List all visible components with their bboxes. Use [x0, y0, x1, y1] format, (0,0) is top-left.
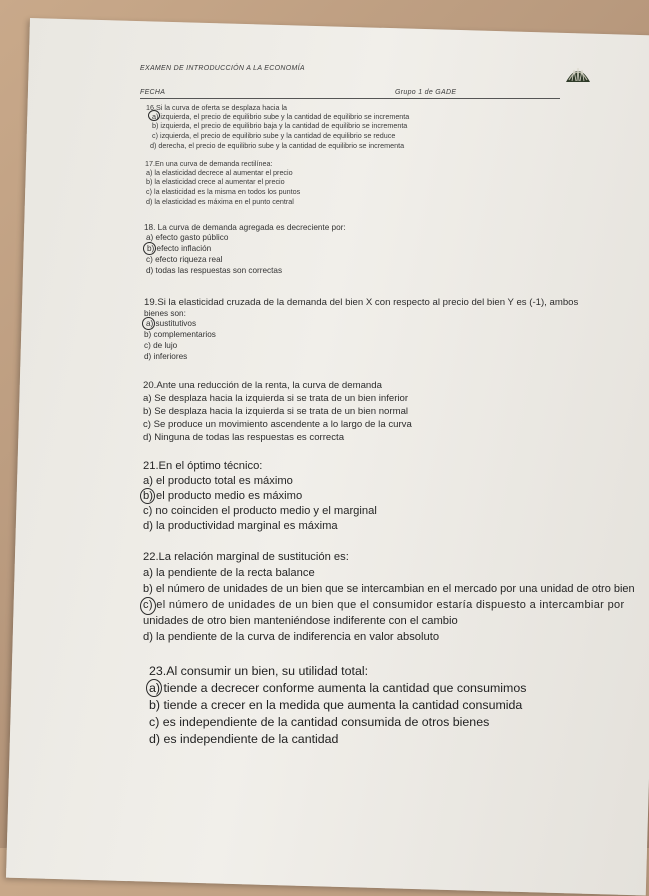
q18-answer-mark [143, 242, 156, 255]
q21-option-a: a) el producto total es máximo [143, 475, 293, 487]
q16-option-c: c) izquierda, el precio de equilibrio sube y la cantidad de equilibrio se reduce [152, 131, 396, 140]
q21-option-b: b) el producto medio es máximo [143, 490, 303, 502]
q22-option-c: c) el número de unidades de un bien que el consumidor estaría dispuesto a intercambiar por [143, 599, 625, 611]
q16-option-b: b) izquierda, el precio de equilibrio baja y la cantidad de equilibrio se incrementa [152, 121, 408, 130]
q23-option-d: d) es independiente de la cantidad [149, 732, 339, 746]
fecha-line [140, 98, 560, 99]
q17-option-a: a) la elasticidad decrece al aumentar el precio [146, 168, 293, 177]
q22-option-c-continued: unidades de otro bien manteniéndose indiferente con el cambio [143, 615, 458, 627]
q21-option-c: c) no coinciden el producto medio y el marginal [143, 505, 377, 517]
q22-option-d: d) la pendiente de la curva de indiferencia en valor absoluto [143, 631, 440, 643]
q17-option-b: b) la elasticidad crece al aumentar el precio [146, 177, 285, 186]
group-label: Grupo 1 de GADE [395, 89, 457, 96]
q16-option-a: a) izquierda, el precio de equilibrio sube y la cantidad de equilibrio se incrementa [152, 112, 410, 121]
q22-option-a: a) la pendiente de la recta balance [143, 567, 315, 579]
q18-option-b: b) efecto inflación [147, 244, 212, 253]
q23-option-b: b) tiende a crecer en la medida que aumenta la cantidad consumida [149, 698, 523, 712]
q19-option-d: d) inferiores [144, 352, 188, 361]
q18-option-a: a) efecto gasto público [146, 233, 229, 242]
q21-answer-mark [140, 488, 155, 504]
q16-answer-mark [148, 110, 160, 121]
q21-option-d: d) la productividad marginal es máxima [143, 520, 338, 532]
q19-option-a: a) sustitutivos [146, 319, 197, 328]
q23-option-a: a) tiende a decrecer conforme aumenta la cantidad que consumimos [149, 681, 527, 695]
q17-stem: 17.En una curva de demanda rectilínea: [145, 159, 273, 168]
university-seal-icon [563, 58, 593, 88]
q23-answer-mark [146, 679, 162, 697]
q19-option-c: c) de lujo [144, 341, 178, 350]
q18-option-d: d) todas las respuestas son correctas [146, 266, 283, 275]
q18-stem: 18. La curva de demanda agregada es decreciente por: [144, 223, 346, 232]
q20-option-a: a) Se desplaza hacia la izquierda si se trata de un bien inferior [143, 393, 409, 404]
q19-stem-continued: bienes son: [144, 309, 186, 318]
q18-option-c: c) efecto riqueza real [146, 255, 223, 264]
q17-option-c: c) la elasticidad es la misma en todos los puntos [146, 187, 301, 196]
q23-stem: 23.Al consumir un bien, su utilidad total: [149, 664, 369, 678]
q20-option-d: d) Ninguna de todas las respuestas es correcta [143, 432, 345, 443]
q16-option-d: d) derecha, el precio de equilibrio sube y la cantidad de equilibrio se incrementa [150, 141, 405, 150]
q22-stem: 22.La relación marginal de sustitución es: [143, 551, 349, 563]
q17-option-d: d) la elasticidad es máxima en el punto central [146, 197, 294, 206]
q22-answer-mark [140, 597, 156, 615]
q20-option-c: c) Se produce un movimiento ascendente a lo largo de la curva [143, 419, 412, 430]
q20-stem: 20.Ante una reducción de la renta, la curva de demanda [143, 380, 382, 391]
exam-title: EXAMEN DE INTRODUCCIÓN A LA ECONOMÍA [140, 65, 305, 72]
q23-option-c: c) es independiente de la cantidad consumida de otros bienes [149, 715, 490, 729]
q20-option-b: b) Se desplaza hacia la izquierda si se trata de un bien normal [143, 406, 409, 417]
q21-stem: 21.En el óptimo técnico: [143, 460, 263, 472]
fecha-label: FECHA [140, 89, 166, 96]
q22-option-b: b) el número de unidades de un bien que se intercambian en el mercado por una unidad de otro bien [143, 583, 635, 595]
q19-stem: 19.Si la elasticidad cruzada de la demanda del bien X con respecto al precio del bien Y es (-1), ambos [144, 297, 579, 308]
q19-answer-mark [142, 317, 155, 330]
q19-option-b: b) complementarios [144, 330, 216, 339]
q16-stem: 16.Si la curva de oferta se desplaza hacia la [146, 103, 288, 112]
